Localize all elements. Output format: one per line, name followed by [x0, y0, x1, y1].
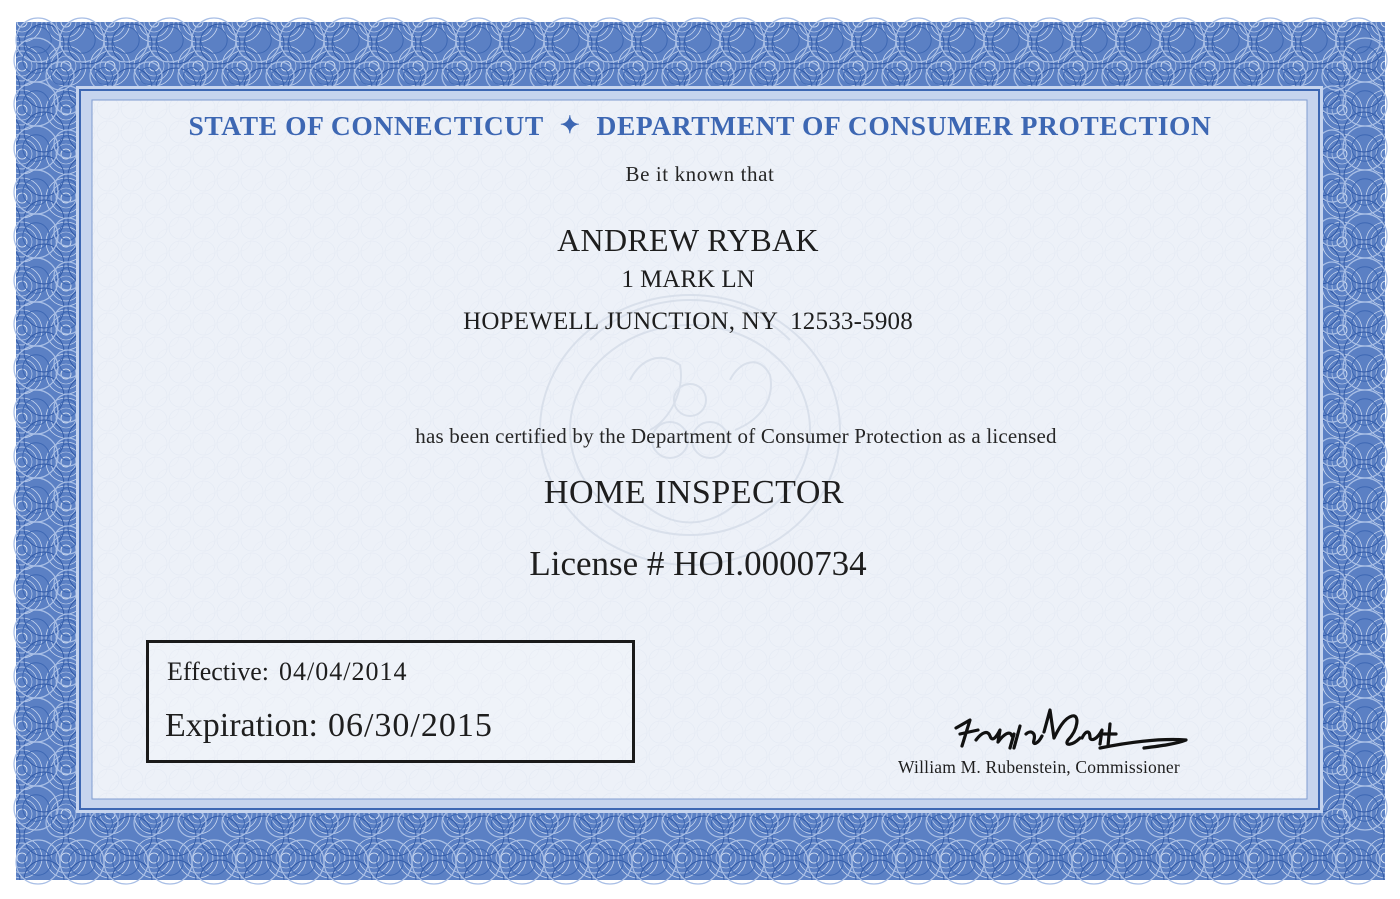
expiration-line: [165, 707, 493, 745]
license-label: License #: [529, 544, 665, 583]
effective-date: 04/04/2014: [279, 657, 408, 686]
address-line1: 1 MARK LN: [621, 266, 755, 293]
licensee-name: ANDREW RYBAK: [557, 222, 819, 258]
dates-box: [146, 640, 635, 763]
header-department: DEPARTMENT OF CONSUMER PROTECTION: [596, 110, 1212, 141]
header-state: STATE OF CONNECTICUT: [188, 110, 544, 141]
expiration-label: Expiration:: [165, 707, 318, 744]
signer-name: William M. Rubenstein, Commissioner: [898, 757, 1180, 777]
certified-text: has been certified by the Department of Consumer Protection as a licensed: [415, 424, 1057, 448]
effective-label: Effective:: [167, 657, 270, 686]
license-line: [0, 544, 1396, 584]
header-star-icon: ✦: [559, 113, 581, 139]
address-line2: HOPEWELL JUNCTION, NY 12533-5908: [463, 308, 913, 335]
license-number: HOI.0000734: [673, 544, 867, 583]
header-agency: [30, 110, 1370, 142]
effective-line: [167, 657, 407, 687]
intro-text: Be it known that: [625, 162, 775, 186]
profession-title: HOME INSPECTOR: [543, 474, 845, 511]
signature-icon: [940, 690, 1200, 760]
expiration-date: 06/30/2015: [327, 707, 493, 744]
